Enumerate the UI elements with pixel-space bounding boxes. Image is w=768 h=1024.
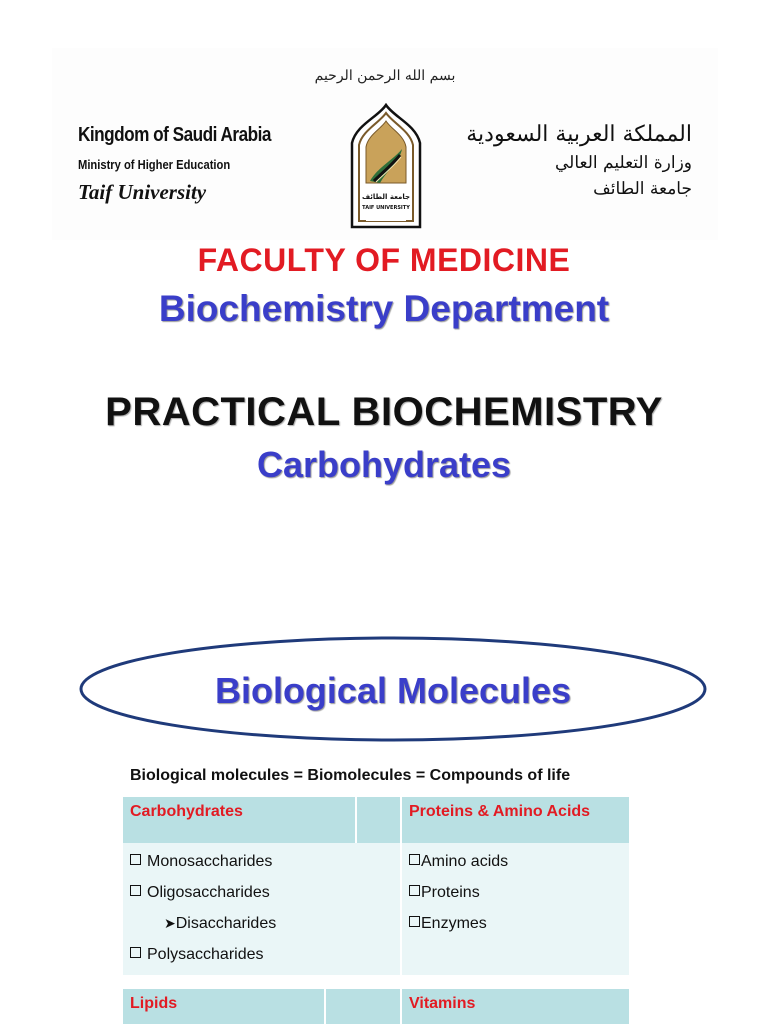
- kingdom-name: Kingdom of Saudi Arabia: [78, 124, 271, 146]
- list-item: Proteins: [409, 884, 622, 915]
- checkbox-bullet-icon: [130, 885, 141, 896]
- university-name-arabic: جامعة الطائف: [593, 179, 692, 199]
- department-title: Biochemistry Department: [158, 288, 610, 329]
- list-item: Amino acids: [409, 853, 622, 884]
- course-title: PRACTICAL BIOCHEMISTRY: [105, 390, 663, 434]
- list-item: Polysaccharides: [130, 946, 393, 977]
- bismillah: بسم الله الرحمن الرحيم: [314, 68, 456, 84]
- topic-title: Carbohydrates: [256, 444, 512, 485]
- section-subtitle: Biological molecules = Biomolecules = Compounds of life: [130, 767, 571, 784]
- logo-arabic-name: جامعة الطائف: [361, 193, 411, 201]
- header-carbohydrates: Carbohydrates: [123, 797, 357, 843]
- header-vitamins: Vitamins: [409, 995, 476, 1012]
- table-header-row: [123, 797, 629, 843]
- proteins-list: [402, 843, 629, 975]
- faculty-title: FACULTY OF MEDICINE: [197, 242, 571, 278]
- list-item: Enzymes: [409, 915, 622, 946]
- taif-university-logo: [348, 103, 424, 231]
- header-spacer: [357, 797, 402, 843]
- university-banner: [52, 48, 718, 240]
- list-item-sub: ➤Disaccharides: [164, 915, 277, 932]
- table-body-row: [123, 843, 629, 975]
- checkbox-bullet-icon: [130, 947, 141, 958]
- checkbox-bullet-icon: [409, 885, 420, 896]
- kingdom-name-arabic: المملكة العربية السعودية: [466, 122, 692, 147]
- ministry-name: Ministry of Higher Education: [78, 157, 231, 172]
- section-heading: Biological Molecules: [214, 670, 572, 711]
- checkbox-bullet-icon: [130, 854, 141, 865]
- carbohydrates-list: [123, 843, 402, 975]
- university-name: Taif University: [78, 180, 207, 204]
- checkbox-bullet-icon: [409, 916, 420, 927]
- section-heading-ellipse: [78, 634, 708, 744]
- arabic-institution-block: [466, 122, 692, 199]
- header-spacer: [326, 989, 402, 1024]
- list-item: Oligosaccharides: [130, 884, 393, 915]
- checkbox-bullet-icon: [409, 854, 420, 865]
- header-lipids: Lipids: [123, 989, 326, 1024]
- molecules-table-2: [123, 989, 629, 1024]
- ministry-name-arabic: وزارة التعليم العالي: [554, 153, 692, 173]
- header-proteins: Proteins & Amino Acids: [409, 803, 591, 820]
- molecules-table-1: [123, 797, 629, 975]
- table-header-row: [123, 989, 629, 1024]
- logo-english-name: TAIF UNIVERSITY: [362, 205, 410, 211]
- arrow-bullet-icon: ➤: [164, 915, 176, 931]
- list-item: Monosaccharides: [130, 853, 393, 884]
- english-institution-block: [78, 124, 302, 205]
